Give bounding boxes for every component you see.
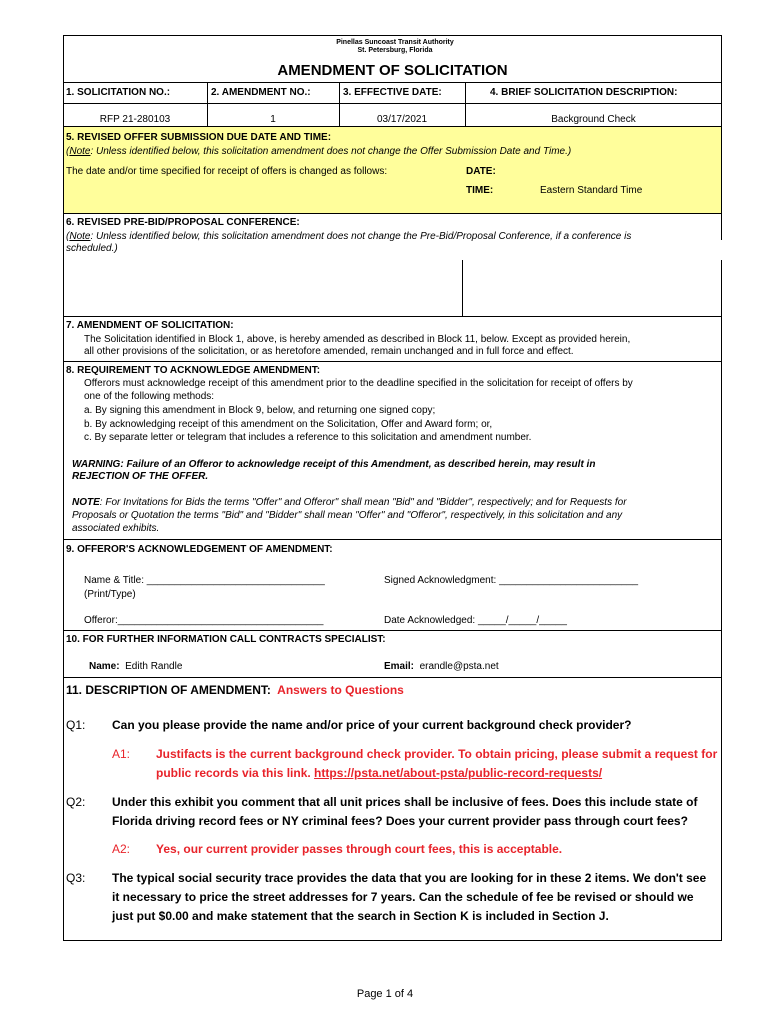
block8-item-b: b. By acknowledging receipt of this amendment on the Solicitation, Offer and Award form; or, [84, 419, 493, 430]
page-number: Page 1 of 4 [356, 988, 414, 1000]
a1-line2: public records via this link. https://psta.net/about-psta/public-record-requests/ [156, 766, 603, 780]
block8-line2: one of the following methods: [84, 391, 215, 402]
divider [721, 240, 723, 260]
q3-label: Q3: [66, 871, 86, 885]
divider [63, 539, 722, 540]
time-value: Eastern Standard Time [540, 185, 643, 196]
offeror-field[interactable]: Offeror:_____________________________________ [84, 615, 324, 626]
public-records-link[interactable]: https://psta.net/about-psta/public-record-requests/ [314, 766, 603, 780]
block6-note-line1: (Note: Unless identified below, this solicitation amendment does not change the Pre-Bid/Proposal Conference, if a conference is [66, 231, 632, 242]
q1-text: Can you please provide the name and/or price of your current background check provider? [112, 718, 632, 732]
divider [63, 316, 722, 317]
amendment-no-value: 1 [270, 114, 276, 125]
block8-line1: Offerors must acknowledge receipt of this amendment prior to the deadline specified in the solicitation for receipt of offers by [84, 378, 633, 389]
divider [63, 103, 722, 104]
block11-title: 11. DESCRIPTION OF AMENDMENT: Answers to Questions [66, 683, 404, 697]
signed-ack-field[interactable]: Signed Acknowledgment: _________________________ [384, 575, 639, 586]
block8-note-line1: NOTE: For Invitations for Bids the terms "Offer" and Offeror" shall mean "Bid" and "Bidder", respectively; and for Requests for [72, 497, 627, 508]
divider [462, 260, 463, 316]
a1-line1: Justifacts is the current background check provider. To obtain pricing, please submit a request for [156, 747, 718, 761]
block7-line1: The Solicitation identified in Block 1, above, is hereby amended as described in Block 11, below. Except as provided herein, [84, 334, 631, 345]
brief-description-label: 4. BRIEF SOLICITATION DESCRIPTION: [490, 87, 678, 98]
q3-line2: it necessary to price the street addresses for 7 years. Can the schedule of fee be revised or should we [112, 890, 694, 904]
block5-note: (Note: Unless identified below, this solicitation amendment does not change the Offer Submission Date and Time.) [66, 146, 572, 157]
divider [63, 126, 722, 127]
q3-line3: just put $0.00 and make statement that the search in Section K is included in Section J. [112, 909, 609, 923]
q3-line1: The typical social security trace provides the data that you are looking for in these 2 items. We don't see [112, 871, 707, 885]
block7-line2: all other provisions of the solicitation, or as heretofore amended, remain unchanged and in full force and effect. [84, 346, 574, 357]
block6-note-line2: scheduled.) [66, 243, 118, 254]
block10-title: 10. FOR FURTHER INFORMATION CALL CONTRACTS SPECIALIST: [66, 634, 386, 645]
print-type-label: (Print/Type) [84, 589, 136, 600]
brief-description-value: Background Check [551, 114, 636, 125]
block8-title: 8. REQUIREMENT TO ACKNOWLEDGE AMENDMENT: [66, 365, 321, 376]
block7-title: 7. AMENDMENT OF SOLICITATION: [66, 320, 234, 331]
a2-label: A2: [112, 842, 131, 856]
name-title-field[interactable]: Name & Title: ________________________________ [84, 575, 325, 586]
block8-item-a: a. By signing this amendment in Block 9, below, and returning one signed copy; [84, 405, 436, 416]
q2-line2: Florida driving record fees or NY criminal fees? Does your current provider pass through court fees? [112, 814, 688, 828]
solicitation-no-value: RFP 21-280103 [99, 114, 171, 125]
block8-note-line3: associated exhibits. [72, 523, 160, 534]
org-name: Pinellas Suncoast Transit Authority [336, 39, 454, 46]
a1-label: A1: [112, 747, 131, 761]
date-ack-field[interactable]: Date Acknowledged: _____/_____/_____ [384, 615, 567, 626]
divider [63, 82, 722, 83]
q2-label: Q2: [66, 795, 86, 809]
effective-date-value: 03/17/2021 [376, 114, 428, 125]
date-label: DATE: [466, 166, 496, 177]
a2-line1: Yes, our current provider passes through court fees, this is acceptable. [156, 842, 563, 856]
contact-email: Email: erandle@psta.net [384, 661, 499, 672]
q1-label: Q1: [66, 718, 86, 732]
block8-item-c: c. By separate letter or telegram that includes a reference to this solicitation and amendment number. [84, 432, 532, 443]
divider [63, 361, 722, 362]
divider [63, 213, 722, 214]
block5-changed-text: The date and/or time specified for receipt of offers is changed as follows: [66, 166, 388, 177]
block8-note-line2: Proposals or Quotation the terms "Bid" and "Bidder" shall mean "Offer" and "Offeror", respectively, in this solicitation and any [72, 510, 623, 521]
time-label: TIME: [466, 185, 494, 196]
effective-date-label: 3. EFFECTIVE DATE: [343, 87, 442, 98]
divider [63, 677, 722, 678]
q2-line1: Under this exhibit you comment that all unit prices shall be inclusive of fees. Does this include state of [112, 795, 698, 809]
block9-title: 9. OFFEROR'S ACKNOWLEDGEMENT OF AMENDMENT: [66, 544, 333, 555]
contact-name: Name: Edith Randle [89, 661, 183, 672]
warning-line1: WARNING: Failure of an Offeror to acknowledge receipt of this Amendment, as described herein, may result in [72, 459, 596, 470]
warning-line2: REJECTION OF THE OFFER. [72, 471, 209, 482]
amendment-no-label: 2. AMENDMENT NO.: [211, 87, 311, 98]
page-title: AMENDMENT OF SOLICITATION [277, 62, 508, 79]
block5-title: 5. REVISED OFFER SUBMISSION DUE DATE AND TIME: [66, 132, 332, 143]
divider [63, 630, 722, 631]
org-city: St. Petersburg, Florida [357, 47, 433, 54]
block6-title: 6. REVISED PRE-BID/PROPOSAL CONFERENCE: [66, 217, 300, 228]
solicitation-no-label: 1. SOLICITATION NO.: [66, 87, 171, 98]
